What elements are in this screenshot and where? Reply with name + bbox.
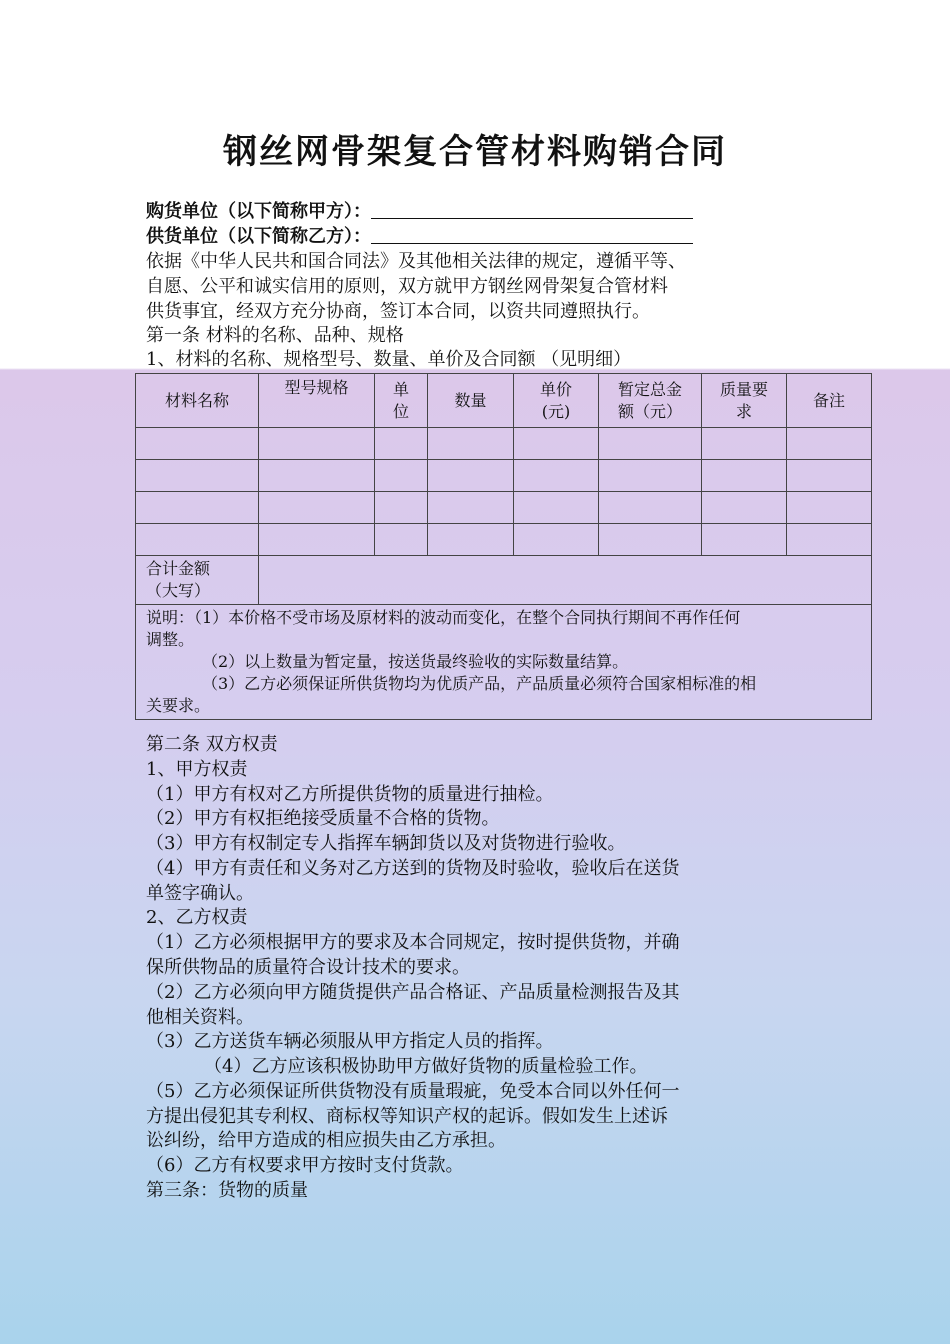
clause-line: 他相关资料。 bbox=[146, 1007, 254, 1028]
seller-label: 供货单位（以下简称乙方）： bbox=[146, 226, 371, 247]
col-header-qty: 数量 bbox=[428, 374, 514, 428]
table-cell[interactable] bbox=[136, 428, 259, 460]
table-cell[interactable] bbox=[136, 524, 259, 556]
seller-blank bbox=[371, 225, 693, 244]
buyer-line bbox=[146, 200, 693, 224]
note-line: 调整。 bbox=[146, 630, 195, 649]
notes-row bbox=[136, 605, 872, 720]
clause-line: （4）乙方应该积极协助甲方做好货物的质量检验工作。 bbox=[204, 1056, 648, 1077]
note-line: 说明：（1）本价格不受市场及原材料的波动而变化，在整个合同执行期间不再作任何 bbox=[146, 608, 741, 627]
clause-line: （6）乙方有权要求甲方按时支付货款。 bbox=[146, 1155, 464, 1176]
table-cell[interactable] bbox=[702, 524, 787, 556]
table-header-row bbox=[136, 374, 872, 428]
table-cell[interactable] bbox=[375, 492, 428, 524]
col-header-quality: 质量要 求 bbox=[702, 374, 787, 428]
note-line: （2）以上数量为暂定量，按送货最终验收的实际数量结算。 bbox=[202, 652, 629, 671]
table-cell[interactable] bbox=[702, 460, 787, 492]
clause-line: （2）甲方有权拒绝接受质量不合格的货物。 bbox=[146, 808, 500, 829]
table-cell[interactable] bbox=[514, 428, 599, 460]
article2-heading: 第二条 双方权责 bbox=[146, 734, 278, 755]
table-cell[interactable] bbox=[136, 460, 259, 492]
clause-line: （1）甲方有权对乙方所提供货物的质量进行抽检。 bbox=[146, 784, 554, 805]
total-amount-label: 合计金额 （大写） bbox=[136, 556, 259, 605]
table-row bbox=[136, 492, 872, 524]
clause-line: （3）甲方有权制定专人指挥车辆卸货以及对货物进行验收。 bbox=[146, 833, 626, 854]
total-amount-value[interactable] bbox=[259, 556, 872, 605]
table-cell[interactable] bbox=[702, 428, 787, 460]
article1-item1: 1、材料的名称、规格型号、数量、单价及合同额 （见明细） bbox=[146, 349, 632, 370]
table-row bbox=[136, 460, 872, 492]
col-header-remark: 备注 bbox=[787, 374, 872, 428]
clause-line: 方提出侵犯其专利权、商标权等知识产权的起诉。假如发生上述诉 bbox=[146, 1106, 668, 1127]
table-cell[interactable] bbox=[375, 428, 428, 460]
party-a-heading: 1、甲方权责 bbox=[146, 759, 248, 780]
document-title: 钢丝网骨架复合管材料购销合同 bbox=[223, 132, 727, 172]
table-cell[interactable] bbox=[787, 428, 872, 460]
col-header-unit: 单 位 bbox=[375, 374, 428, 428]
table-cell[interactable] bbox=[514, 460, 599, 492]
article1-heading: 第一条 材料的名称、品种、规格 bbox=[146, 325, 404, 346]
total-amount-row bbox=[136, 556, 872, 605]
table-cell[interactable] bbox=[375, 460, 428, 492]
table-cell[interactable] bbox=[599, 428, 702, 460]
clause-line: （3）乙方送货车辆必须服从甲方指定人员的指挥。 bbox=[146, 1031, 554, 1052]
materials-table bbox=[135, 373, 872, 720]
note-line: （3）乙方必须保证所供货物均为优质产品，产品质量必须符合国家相标准的相 bbox=[202, 674, 757, 693]
table-row bbox=[136, 428, 872, 460]
col-header-price: 单价 (元) bbox=[514, 374, 599, 428]
col-header-total: 暂定总金 额（元） bbox=[599, 374, 702, 428]
clause-line: （2）乙方必须向甲方随货提供产品合格证、产品质量检测报告及其 bbox=[146, 982, 680, 1003]
buyer-blank bbox=[371, 200, 693, 219]
table-cell[interactable] bbox=[136, 492, 259, 524]
table-cell[interactable] bbox=[428, 492, 514, 524]
table-cell[interactable] bbox=[259, 460, 375, 492]
table-cell[interactable] bbox=[259, 428, 375, 460]
table-cell[interactable] bbox=[787, 492, 872, 524]
party-b-heading: 2、乙方权责 bbox=[146, 907, 248, 928]
notes-cell bbox=[136, 605, 872, 720]
clause-line: （4）甲方有责任和义务对乙方送到的货物及时验收，验收后在送货 bbox=[146, 858, 680, 879]
table-cell[interactable] bbox=[375, 524, 428, 556]
table-cell[interactable] bbox=[787, 524, 872, 556]
table-cell[interactable] bbox=[428, 460, 514, 492]
seller-line bbox=[146, 225, 693, 249]
article3-heading: 第三条：货物的质量 bbox=[146, 1180, 308, 1201]
table-cell[interactable] bbox=[599, 460, 702, 492]
table-cell[interactable] bbox=[428, 524, 514, 556]
intro-line: 供货事宜，经双方充分协商，签订本合同，以资共同遵照执行。 bbox=[146, 301, 650, 322]
clause-line: 单签字确认。 bbox=[146, 883, 254, 904]
table-cell[interactable] bbox=[514, 492, 599, 524]
buyer-label: 购货单位（以下简称甲方）： bbox=[146, 201, 371, 222]
note-line: 关要求。 bbox=[146, 696, 211, 715]
table-cell[interactable] bbox=[259, 524, 375, 556]
intro-line: 自愿、公平和诚实信用的原则，双方就甲方钢丝网骨架复合管材料 bbox=[146, 276, 668, 297]
intro-line: 依据《中华人民共和国合同法》及其他相关法律的规定，遵循平等、 bbox=[146, 251, 686, 272]
table-cell[interactable] bbox=[599, 492, 702, 524]
table-cell[interactable] bbox=[514, 524, 599, 556]
clause-line: 保所供物品的质量符合设计技术的要求。 bbox=[146, 957, 470, 978]
clause-line: 讼纠纷，给甲方造成的相应损失由乙方承担。 bbox=[146, 1130, 506, 1151]
table-cell[interactable] bbox=[787, 460, 872, 492]
table-cell[interactable] bbox=[599, 524, 702, 556]
col-header-name: 材料名称 bbox=[136, 374, 259, 428]
table-cell[interactable] bbox=[702, 492, 787, 524]
col-header-spec: 型号规格 bbox=[259, 374, 375, 428]
table-cell[interactable] bbox=[428, 428, 514, 460]
clause-line: （5）乙方必须保证所供货物没有质量瑕疵，免受本合同以外任何一 bbox=[146, 1081, 680, 1102]
table-row bbox=[136, 524, 872, 556]
table-cell[interactable] bbox=[259, 492, 375, 524]
clause-line: （1）乙方必须根据甲方的要求及本合同规定，按时提供货物，并确 bbox=[146, 932, 680, 953]
